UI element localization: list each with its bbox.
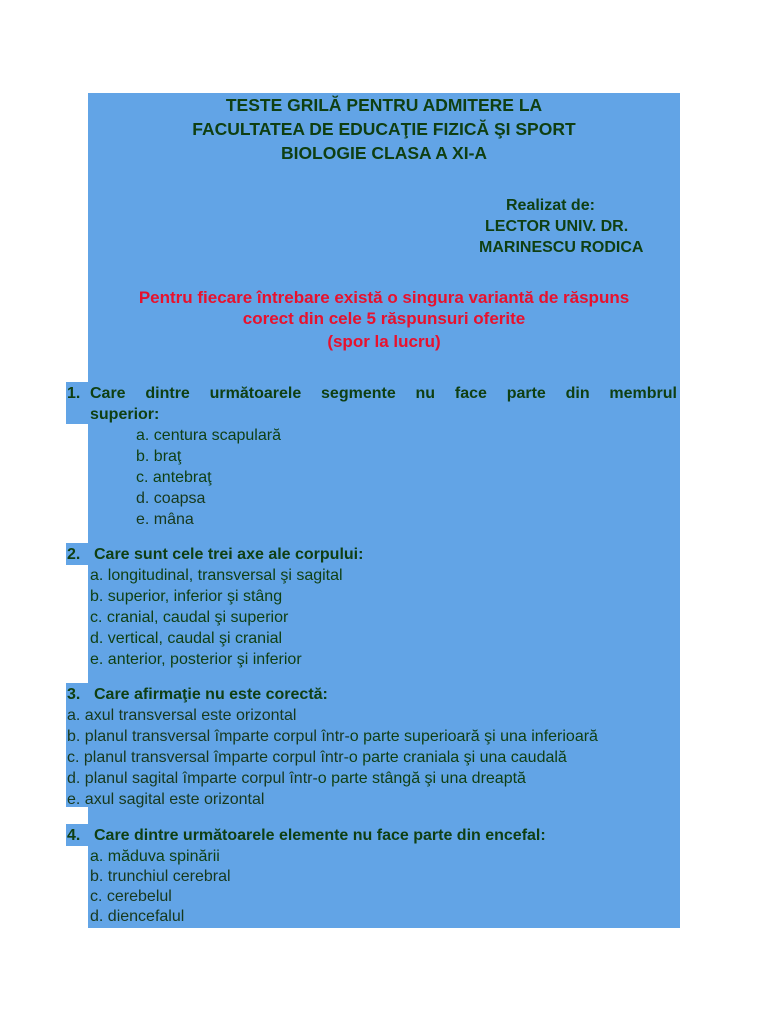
q1-option-a: a. centura scapulară [136,427,281,444]
q2-option-a: a. longitudinal, transversal şi sagital [90,567,343,584]
q1-option-b: b. braţ [136,448,182,465]
instruction-line-1: Pentru fiecare întrebare există o singura variantă de răspuns [138,288,630,307]
q1-text-line-1: Care dintre următoarele segmente nu face parte din membrul [90,385,677,402]
q2-option-c: c. cranial, caudal şi superior [90,609,289,626]
instruction-line-2: corect din cele 5 răspunsuri oferite [242,309,526,328]
q3-option-a: a. axul transversal este orizontal [67,707,297,724]
q4-number: 4. [67,827,81,844]
instruction-line-3: (spor la lucru) [327,332,441,351]
q3-option-c: c. planul transversal împarte corpul într-o parte craniala şi una caudală [67,749,567,766]
q1-number: 1. [67,385,81,402]
q4-option-d: d. diencefalul [90,908,185,925]
q2-option-d: d. vertical, caudal şi cranial [90,630,283,647]
q3-option-b: b. planul transversal împarte corpul într-o parte superioară şi una inferioară [67,728,598,745]
q3-option-e: e. axul sagital este orizontal [67,791,265,808]
q3-number: 3. [67,686,81,703]
q2-option-b: b. superior, inferior şi stâng [90,588,283,605]
title-line-1: TESTE GRILĂ PENTRU ADMITERE LA [225,95,543,115]
title-line-3: BIOLOGIE CLASA A XI-A [280,143,488,163]
q2-number: 2. [67,546,81,563]
q3-option-d: d. planul sagital împarte corpul într-o parte stângă şi una dreaptă [67,770,526,787]
q1-option-c: c. antebraţ [136,469,212,486]
q4-text: Care dintre următoarele elemente nu face parte din encefal: [94,827,546,844]
q4-option-b: b. trunchiul cerebral [90,868,231,885]
q1-option-d: d. coapsa [136,490,206,507]
q4-option-a: a. măduva spinării [90,848,220,865]
author-name: MARINESCU RODICA [479,239,644,256]
q2-option-e: e. anterior, posterior şi inferior [90,651,302,668]
q3-text: Care afirmaţie nu este corectă: [94,686,328,703]
q1-text-line-2: superior: [90,406,160,423]
author-label: Realizat de: [506,197,595,214]
q2-text: Care sunt cele trei axe ale corpului: [94,546,364,563]
q1-option-e: e. mâna [136,511,194,528]
author-title: LECTOR UNIV. DR. [485,218,629,235]
title-line-2: FACULTATEA DE EDUCAŢIE FIZICĂ ŞI SPORT [192,119,576,139]
q4-option-c: c. cerebelul [90,888,172,905]
